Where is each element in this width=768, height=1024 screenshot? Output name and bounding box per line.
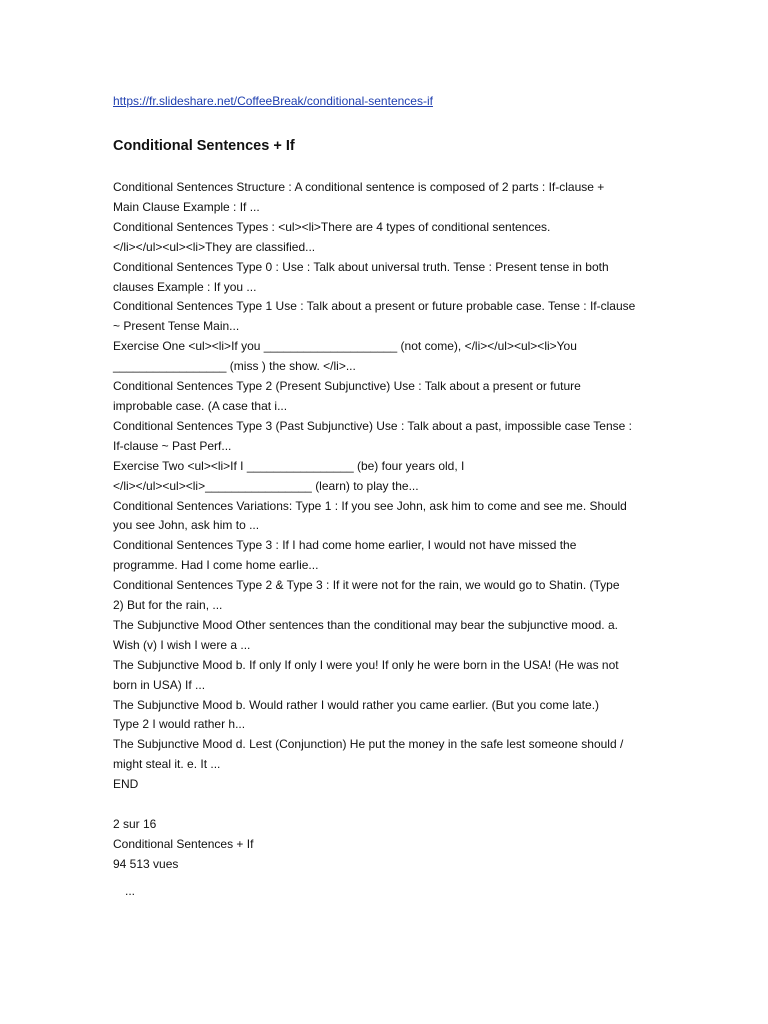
list-item: Conditional Sentences Types : <ul><li>There are 4 types of conditional sentences. </li></ul><ul><li>They are classified... [113,219,551,254]
list-item: Conditional Sentences Type 1 Use : Talk about a present or future probable case. Tense : If-clause ~ Present Tense Main... [113,299,636,334]
list-item: The Subjunctive Mood d. Lest (Conjunction) He put the money in the safe lest someone should / might steal it. e. It ... [113,737,624,772]
list-item: Exercise One <ul><li>If you ____________________ (not come), </li></ul><ul><li>You _________________ (miss ) the show. </li>... [113,339,577,374]
list-item: Conditional Sentences Variations: Type 1 : If you see John, ask him to come and see me. Should you see John, ask him to ... [113,498,627,533]
slide-summary-list [113,178,661,795]
list-item: Conditional Sentences Structure : A conditional sentence is composed of 2 parts : If-clause + Main Clause Example : If ... [113,180,605,214]
view-count: 94 513 vues [113,857,179,872]
list-item: Conditional Sentences Type 2 (Present Subjunctive) Use : Talk about a present or future improbable case. (A case that i... [113,379,581,413]
meta-doc-title: Conditional Sentences + If [113,837,254,852]
list-item: Conditional Sentences Type 3 : If I had come home earlier, I would not have missed the programme. Had I come home earlie... [113,538,577,573]
list-item: The Subjunctive Mood b. Would rather I would rather you came earlier. (But you come late.) Type 2 I would rather h... [113,697,600,732]
page-title: Conditional Sentences + If [113,138,295,154]
list-item: Conditional Sentences Type 2 & Type 3 : If it were not for the rain, we would go to Shatin. (Type 2) But for the rain, ... [113,578,620,613]
more-button[interactable]: ... [125,884,136,899]
source-link[interactable]: https://fr.slideshare.net/CoffeeBreak/conditional-sentences-if [113,94,433,108]
list-item: Conditional Sentences Type 3 (Past Subjunctive) Use : Talk about a past, impossible case Tense : If-clause ~ Past Perf... [113,418,632,453]
list-item: The Subjunctive Mood Other sentences than the conditional may bear the subjunctive mood. a. Wish (v) I wish I were a ... [113,617,618,652]
end-marker: END [113,777,139,792]
list-item: Conditional Sentences Type 0 : Use : Talk about universal truth. Tense : Present tense in both clauses Example : If you ... [113,259,609,294]
list-item: The Subjunctive Mood b. If only If only I were you! If only he were born in the USA! (He was not born in USA) If ... [113,657,619,692]
document-page [113,92,661,900]
list-item: Exercise Two <ul><li>If I ________________ (be) four years old, I </li></ul><ul><li>________________ (learn) to play the... [113,458,465,493]
document-meta [113,814,661,874]
page-counter: 2 sur 16 [113,817,157,832]
